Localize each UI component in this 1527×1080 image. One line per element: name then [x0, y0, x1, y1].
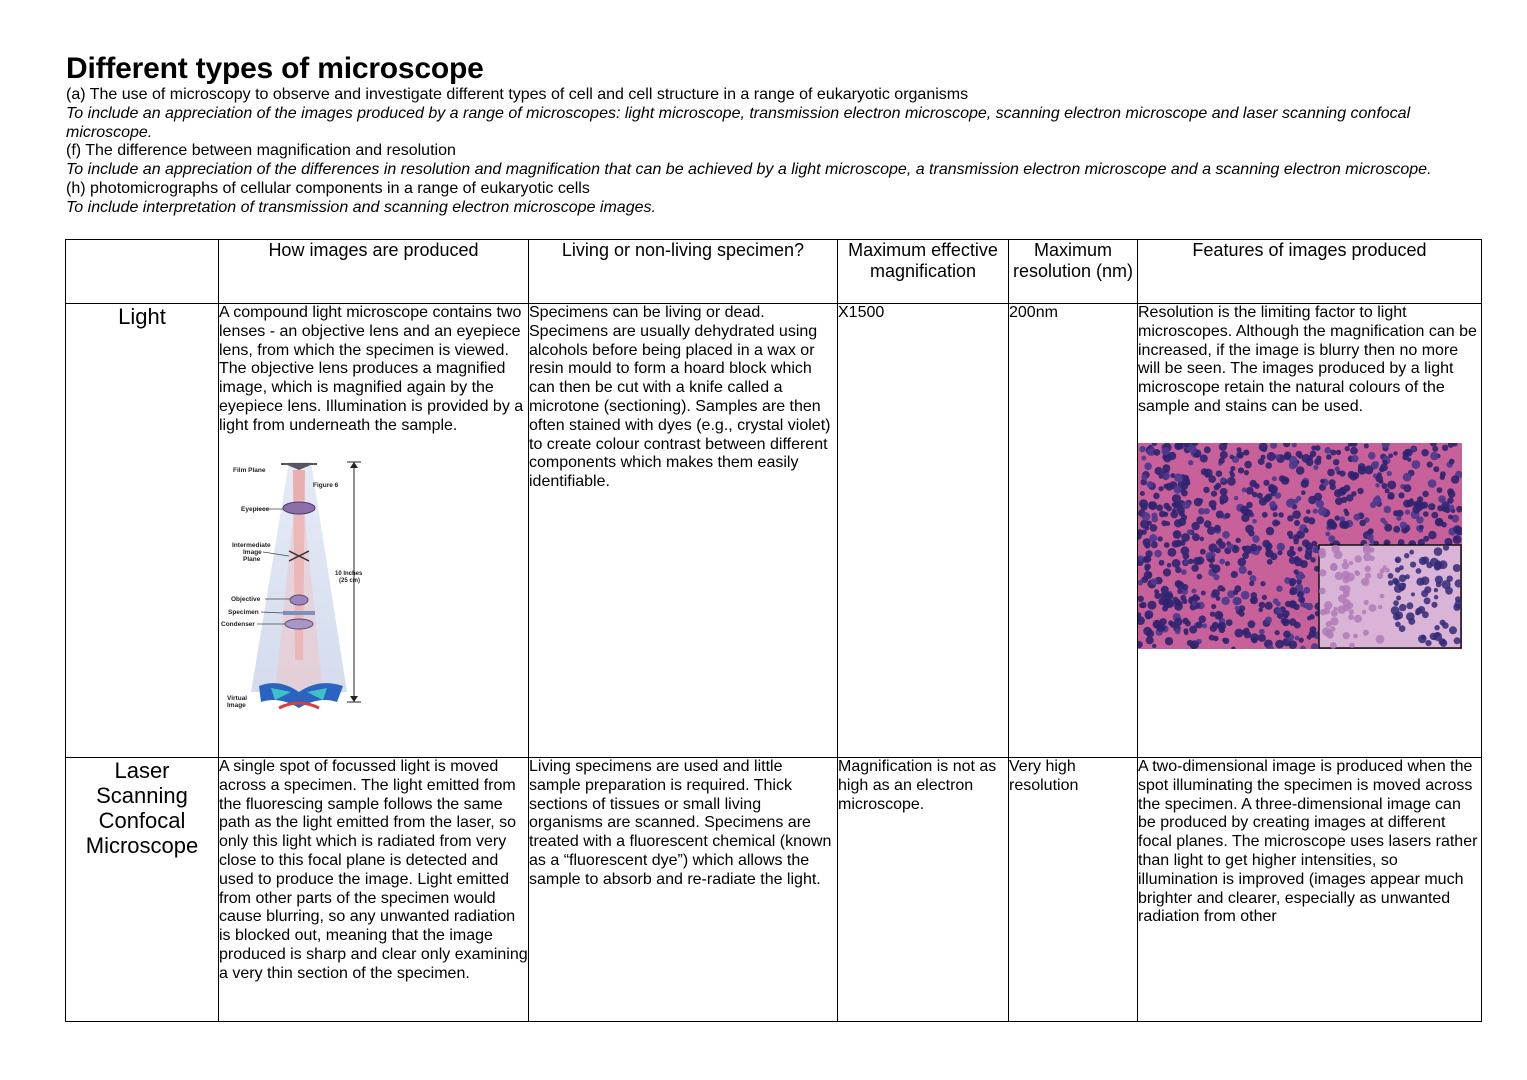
laser-magnification-cell: Magnification is not as high as an electron microscope.: [838, 758, 1009, 1022]
light-features-cell: [1138, 304, 1482, 758]
header-resolution: Maximum resolution (nm): [1009, 240, 1138, 304]
row-label-light: Light: [66, 304, 219, 758]
diagram-label-virtual: Virtual: [227, 694, 248, 702]
diagram-label-film-plane: Film Plane: [233, 466, 266, 474]
intro-line: To include interpretation of transmission and scanning electron microscope images.: [66, 198, 656, 216]
diagram-label-plane: Plane: [243, 555, 261, 563]
table-row-light: [66, 304, 1482, 758]
diagram-label-intermediate: Intermediate: [232, 541, 271, 549]
header-magnification: Maximum effective magnification: [838, 240, 1009, 304]
header-features: Features of images produced: [1138, 240, 1482, 304]
header-cell-empty: [66, 240, 219, 304]
laser-living-cell: Living specimens are used and little sample preparation is required. Thick sections of tissues or small living organisms are scanned. Specimens are treated with a fluorescent chemical (known as a “fluorescent dye”) which allows the sample to absorb and re-radiate the light.: [529, 758, 838, 1022]
intro-line: To include an appreciation of the differences in resolution and magnification that can be achieved by a light microscope, a transmission electron microscope and a scanning electron microscope.: [66, 161, 1432, 179]
laser-how-cell: A single spot of focussed light is moved across a specimen. The light emitted from the fluorescing sample follows the same path as the light emitted from the laser, so only this light which is radiated from very close to this focal plane is detected and used to produce the image. Light emitted from other parts of the specimen would cause blurring, so any unwanted radiation is blocked out, meaning that the image produced is sharp and clear only examining a very thin section of the specimen.: [219, 758, 529, 1022]
diagram-label-cm: (25 cm): [339, 577, 361, 584]
specification-intro: [66, 86, 1486, 218]
light-magnification-cell: X1500: [838, 304, 1009, 758]
diagram-label-image: Image: [243, 548, 262, 556]
microscope-table: [65, 239, 1482, 1022]
diagram-label-condenser: Condenser: [221, 620, 255, 628]
diagram-label-objective: Objective: [231, 595, 261, 603]
light-living-cell: Specimens can be living or dead. Specimens are usually dehydrated using alcohols before being placed in a wax or resin mould to form a hoard block which can then be cut with a knife called a microtone (sectioning). Samples are then often stained with dyes (e.g., crystal violet) to create colour contrast between different components which makes them easily identifiable.: [529, 304, 838, 758]
light-resolution-cell: 200nm: [1009, 304, 1138, 758]
laser-features-cell: A two-dimensional image is produced when the spot illuminating the specimen is moved across the specimen. A three-dimensional image can be produced by creating images at different focal planes. The microscope uses lasers rather than light to get higher intensities, so illumination is improved (images appear much brighter and clearer, especially as unwanted radiation from other: [1138, 758, 1482, 1022]
light-how-cell: [219, 304, 529, 758]
light-features-text: Resolution is the limiting factor to light microscopes. Although the magnification can be increased, if the image is blurry then no more will be seen. The images produced by a light microscope retain the natural colours of the sample and stains can be used.: [1138, 304, 1477, 415]
header-living-specimen: Living or non-living specimen?: [529, 240, 838, 304]
diagram-label-specimen: Specimen: [228, 608, 259, 616]
diagram-label-figure: Figure 6: [313, 481, 339, 489]
table-row-laser-confocal: [66, 758, 1482, 1022]
intro-line: (f) The difference between magnification and resolution: [66, 142, 456, 160]
intro-line: To include an appreciation of the images produced by a range of microscopes: light microscope, transmission electron microscope, scanning electron microscope and laser scanning confocal microscope.: [66, 104, 1411, 141]
light-microscope-diagram: [219, 460, 379, 732]
intro-line: (a) The use of microscopy to observe and investigate different types of cell and cell structure in a range of eukaryotic organisms: [66, 86, 969, 103]
header-how-images-produced: How images are produced: [219, 240, 529, 304]
light-how-text: A compound light microscope contains two lenses - an objective lens and an eyepiece lens, from which the specimen is viewed. The objective lens produces a magnified image, which is magnified again by the eyepiece lens. Illumination is provided by a light from underneath the sample.: [219, 304, 524, 434]
page-title: Different types of microscope: [66, 52, 484, 85]
laser-resolution-cell: Very high resolution: [1009, 758, 1138, 1022]
diagram-label-eyepiece: Eyepiece: [241, 505, 270, 513]
diagram-label-inches: 10 Inches: [335, 570, 363, 577]
row-label-laser-confocal: Laser Scanning Confocal Microscope: [66, 758, 219, 1022]
diagram-label-virtual-image: Image: [227, 701, 246, 709]
stained-tissue-micrograph: [1138, 443, 1462, 649]
intro-line: (h) photomicrographs of cellular components in a range of eukaryotic cells: [66, 179, 590, 197]
header-row: [66, 240, 1482, 304]
